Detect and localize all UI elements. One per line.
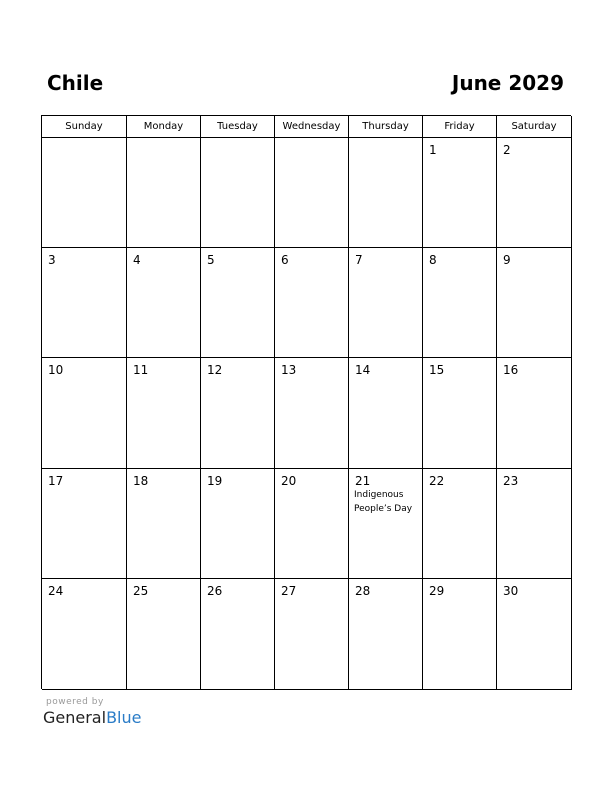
day-number: 18 (133, 474, 149, 488)
generalblue-logo (43, 708, 141, 727)
calendar-grid (41, 115, 571, 689)
day-cell-13 (275, 358, 349, 469)
month-year-title: June 2029 (451, 71, 564, 95)
day-number: 25 (133, 584, 149, 598)
day-cell-22 (423, 469, 497, 579)
day-number: 4 (133, 253, 141, 267)
day-number: 7 (355, 253, 363, 267)
day-number: 30 (503, 584, 519, 598)
brand-general: General (43, 708, 107, 727)
day-number: 11 (133, 363, 149, 377)
day-cell-20 (275, 469, 349, 579)
brand-blue: Blue (106, 708, 142, 727)
day-cell-9 (497, 248, 572, 358)
empty-day-cell (349, 138, 423, 248)
day-number: 20 (281, 474, 297, 488)
day-number: 12 (207, 363, 223, 377)
day-number: 19 (207, 474, 223, 488)
day-cell-11 (127, 358, 201, 469)
day-cell-24 (42, 579, 127, 690)
day-number: 27 (281, 584, 297, 598)
day-number: 10 (48, 363, 64, 377)
empty-day-cell (201, 138, 275, 248)
day-cell-7 (349, 248, 423, 358)
day-number: 6 (281, 253, 289, 267)
day-cell-28 (349, 579, 423, 690)
day-cell-4 (127, 248, 201, 358)
day-cell-29 (423, 579, 497, 690)
day-cell-19 (201, 469, 275, 579)
powered-by-text: powered by (46, 697, 104, 707)
day-cell-14 (349, 358, 423, 469)
weekday-header-tuesday: Tuesday (201, 116, 275, 138)
holiday-label: Indigenous People’s Day (354, 490, 413, 514)
day-number: 9 (503, 253, 511, 267)
weekday-header-friday: Friday (423, 116, 497, 138)
weekday-header-thursday: Thursday (349, 116, 423, 138)
day-cell-17 (42, 469, 127, 579)
day-cell-26 (201, 579, 275, 690)
day-cell-3 (42, 248, 127, 358)
day-number: 8 (429, 253, 437, 267)
day-number: 29 (429, 584, 445, 598)
day-cell-21 (349, 469, 423, 579)
day-cell-5 (201, 248, 275, 358)
weekday-header-saturday: Saturday (497, 116, 572, 138)
day-cell-25 (127, 579, 201, 690)
day-cell-6 (275, 248, 349, 358)
day-number: 13 (281, 363, 297, 377)
day-cell-1 (423, 138, 497, 248)
day-number: 15 (429, 363, 445, 377)
day-number: 24 (48, 584, 64, 598)
empty-day-cell (127, 138, 201, 248)
day-number: 17 (48, 474, 64, 488)
day-cell-10 (42, 358, 127, 469)
day-number: 28 (355, 584, 371, 598)
weekday-header-wednesday: Wednesday (275, 116, 349, 138)
day-number: 14 (355, 363, 371, 377)
day-number: 5 (207, 253, 215, 267)
weekday-header-monday: Monday (127, 116, 201, 138)
day-cell-27 (275, 579, 349, 690)
weekday-header-sunday: Sunday (42, 116, 127, 138)
day-number: 21 (355, 474, 371, 488)
day-number: 23 (503, 474, 519, 488)
day-cell-2 (497, 138, 572, 248)
day-number: 3 (48, 253, 56, 267)
day-cell-12 (201, 358, 275, 469)
day-number: 22 (429, 474, 445, 488)
day-number: 1 (429, 143, 437, 157)
day-cell-23 (497, 469, 572, 579)
day-cell-16 (497, 358, 572, 469)
empty-day-cell (275, 138, 349, 248)
day-cell-18 (127, 469, 201, 579)
day-cell-30 (497, 579, 572, 690)
footer-branding (43, 697, 141, 727)
day-number: 26 (207, 584, 223, 598)
country-title: Chile (47, 71, 104, 95)
day-number: 2 (503, 143, 511, 157)
day-cell-15 (423, 358, 497, 469)
empty-day-cell (42, 138, 127, 248)
day-number: 16 (503, 363, 519, 377)
day-cell-8 (423, 248, 497, 358)
